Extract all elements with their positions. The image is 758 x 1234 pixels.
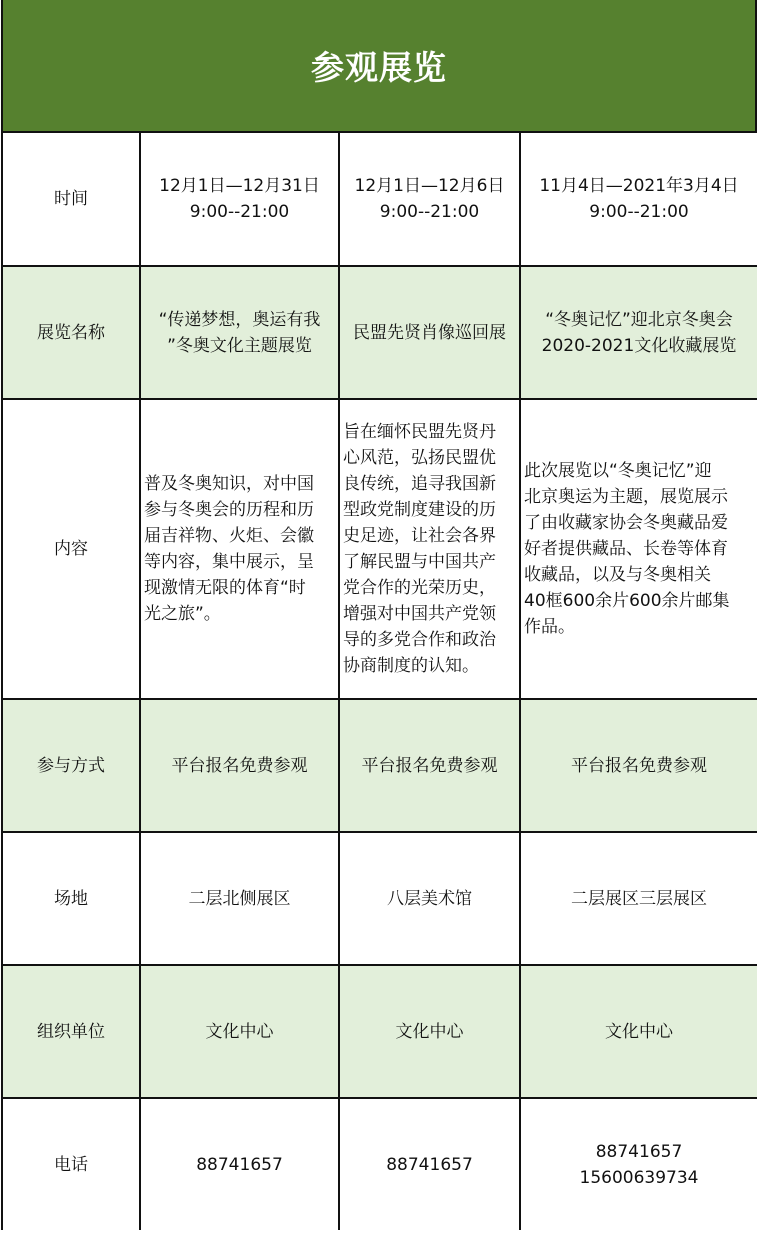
method-cell-2: 平台报名免费参观 — [339, 699, 520, 832]
content-line: 型政党制度建设的历 — [343, 500, 496, 520]
time-date: 12月1日—12月31日 — [159, 176, 320, 196]
row-label-venue: 场地 — [3, 832, 140, 965]
content-cell-1 — [140, 399, 339, 699]
content-line: 导的多党合作和政治 — [343, 630, 496, 650]
content-line: 北京奥运为主题，展览展示 — [524, 487, 728, 507]
exhibition-name-line: “冬奥记忆”迎北京冬奥会 — [545, 309, 733, 330]
phone-number: 88741657 — [386, 1154, 473, 1175]
content-line: 届吉祥物、火炬、会徽 — [144, 526, 314, 546]
content-cell-2 — [339, 399, 520, 699]
row-label-phone: 电话 — [3, 1098, 140, 1230]
content-line: 好者提供藏品、长卷等体育 — [524, 539, 728, 559]
time-hours: 9:00--21:00 — [189, 202, 290, 222]
row-label-name: 展览名称 — [3, 266, 140, 399]
row-label-method: 参与方式 — [3, 699, 140, 832]
table-row-organizer — [3, 965, 757, 1098]
table-row-phone — [3, 1098, 757, 1230]
table-row-name — [3, 266, 757, 399]
phone-cell-3 — [520, 1098, 757, 1230]
content-line: 协商制度的认知。 — [343, 656, 479, 676]
content-line: 普及冬奥知识，对中国 — [144, 474, 314, 494]
content-line: 增强对中国共产党领 — [343, 604, 496, 624]
exhibition-name-line: “传递梦想，奥运有我 — [158, 309, 321, 330]
time-cell-2 — [339, 133, 520, 266]
phone-number: 88741657 — [196, 1154, 283, 1175]
time-cell-1 — [140, 133, 339, 266]
content-line: 良传统，追寻我国新 — [343, 474, 496, 494]
schedule-table — [3, 133, 757, 1230]
content-line: 40框600余片600余片邮集 — [524, 591, 730, 611]
name-cell-3 — [520, 266, 757, 399]
title-banner — [3, 0, 755, 133]
table-row-method — [3, 699, 757, 832]
organizer-cell-3: 文化中心 — [520, 965, 757, 1098]
page-title: 参观展览 — [311, 48, 447, 87]
content-line: 作品。 — [524, 617, 575, 637]
time-date: 12月1日—12月6日 — [354, 176, 505, 196]
phone-cell-2 — [339, 1098, 520, 1230]
content-line: 参与冬奥会的历程和历 — [144, 500, 314, 520]
table-row-time — [3, 133, 757, 266]
content-line: 了由收藏家协会冬奥藏品爱 — [524, 513, 728, 533]
row-label-time: 时间 — [3, 133, 140, 266]
content-line: 现激情无限的体育“时 — [144, 578, 306, 598]
row-label-organizer: 组织单位 — [3, 965, 140, 1098]
time-cell-3 — [520, 133, 757, 266]
name-cell-1 — [140, 266, 339, 399]
content-line: 收藏品，以及与冬奥相关 — [524, 565, 711, 585]
content-line: 旨在缅怀民盟先贤丹 — [343, 422, 496, 442]
row-label-content: 内容 — [3, 399, 140, 699]
table-row-content — [3, 399, 757, 699]
phone-cell-1 — [140, 1098, 339, 1230]
method-cell-3: 平台报名免费参观 — [520, 699, 757, 832]
content-cell-3 — [520, 399, 757, 699]
exhibition-schedule-sheet — [1, 0, 757, 1230]
exhibition-name-line: ”冬奥文化主题展览 — [167, 335, 312, 356]
name-cell-2 — [339, 266, 520, 399]
content-line: 此次展览以“冬奥记忆”迎 — [524, 461, 712, 481]
venue-cell-3: 二层展区三层展区 — [520, 832, 757, 965]
exhibition-name-line: 民盟先贤肖像巡回展 — [353, 322, 506, 343]
content-line: 史足迹，让社会各界 — [343, 526, 496, 546]
time-hours: 9:00--21:00 — [589, 202, 689, 222]
time-hours: 9:00--21:00 — [379, 202, 480, 222]
phone-number: 15600639734 — [579, 1167, 699, 1188]
content-line: 等内容，集中展示，呈 — [144, 552, 314, 572]
phone-number: 88741657 — [595, 1141, 683, 1162]
time-date: 11月4日—2021年3月4日 — [539, 176, 739, 196]
content-line: 光之旅”。 — [144, 604, 221, 624]
method-cell-1: 平台报名免费参观 — [140, 699, 339, 832]
organizer-cell-2: 文化中心 — [339, 965, 520, 1098]
content-line: 了解民盟与中国共产 — [343, 552, 496, 572]
venue-cell-1: 二层北侧展区 — [140, 832, 339, 965]
content-line: 党合作的光荣历史， — [343, 578, 496, 598]
organizer-cell-1: 文化中心 — [140, 965, 339, 1098]
exhibition-name-line: 2020-2021文化收藏展览 — [541, 335, 737, 356]
table-row-venue — [3, 832, 757, 965]
content-line: 心风范，弘扬民盟优 — [343, 448, 496, 468]
venue-cell-2: 八层美术馆 — [339, 832, 520, 965]
